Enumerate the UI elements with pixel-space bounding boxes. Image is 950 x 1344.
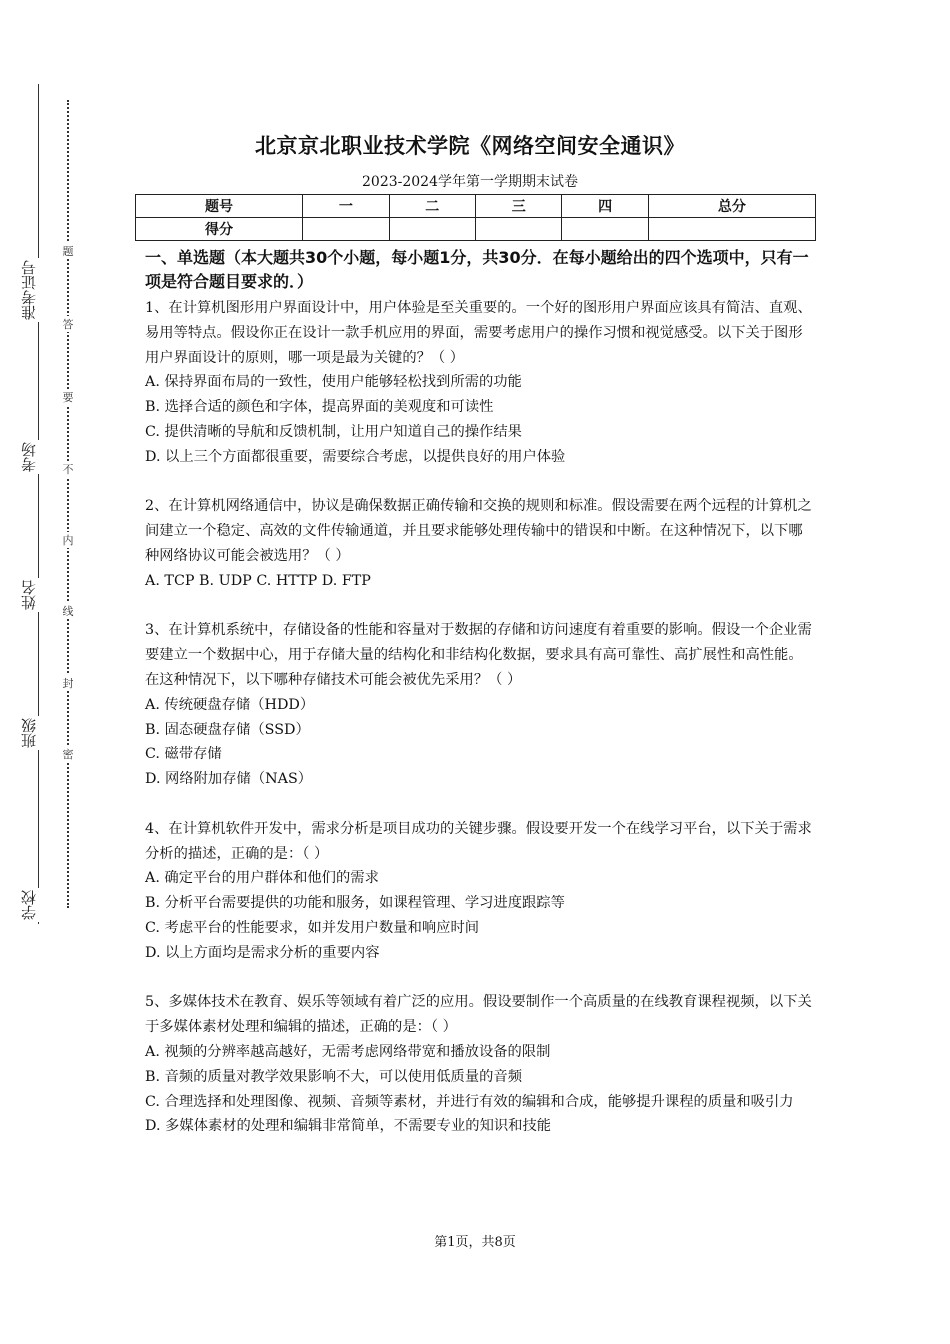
score-cell [389, 218, 475, 241]
question-option: C. 考虑平台的性能要求，如并发用户数量和响应时间 [145, 919, 480, 936]
question-text: 1、在计算机图形用户界面设计中，用户体验是至关重要的。一个好的图形用户界面应该具有简洁、直观、易用等特点。假设你正在设计一款手机应用的界面，需要考虑用户的操作习惯和视觉感受。以下关于图形用户界面设计的原则，哪一项是最为关键的？（ ） [145, 300, 812, 366]
question-option: C. 合理选择和处理图像、视频、音频等素材，并进行有效的编辑和合成，能够提升课程的质量和吸引力 [145, 1093, 794, 1110]
score-table [135, 194, 816, 241]
binding-label-class: 班级 [20, 718, 38, 748]
score-table-row-label: 得分 [136, 218, 303, 241]
question-option: D. 网络附加存储（NAS） [145, 771, 313, 788]
seal-char: 要 [62, 391, 74, 404]
question-option: A. 视频的分辨率越高越好，无需考虑网络带宽和播放设备的限制 [145, 1043, 551, 1060]
section-heading: 一、单选题（本大题共30个小题，每小题1分，共30分．在每小题给出的四个选项中，只有一项是符合题目要求的．） [145, 248, 809, 291]
question-option: B. 选择合适的颜色和字体，提高界面的美观度和可读性 [145, 399, 494, 416]
seal-char: 封 [62, 677, 74, 690]
question-option: A. 保持界面布局的一致性，使用户能够轻松找到所需的功能 [145, 374, 522, 391]
score-cell [303, 218, 389, 241]
question-text: 4、在计算机软件开发中，需求分析是项目成功的关键步骤。假设要开发一个在线学习平台，以下关于需求分析的描述，正确的是：（ ） [145, 820, 812, 862]
page-title: 北京京北职业技术学院《网络空间安全通识》 [255, 134, 685, 158]
question-5 [145, 990, 815, 1139]
seal-char: 不 [62, 463, 74, 476]
seal-char: 题 [62, 245, 74, 258]
score-table-header-cell: 总分 [648, 195, 815, 218]
score-table-header-cell: 三 [475, 195, 561, 218]
question-option: A. 确定平台的用户群体和他们的需求 [145, 870, 379, 887]
score-cell [648, 218, 815, 241]
question-option: C. 提供清晰的导航和反馈机制，让用户知道自己的操作结果 [145, 423, 522, 440]
binding-label-exam-id: 准考证号 [20, 260, 38, 320]
question-list [145, 296, 815, 1164]
question-option: C. 磁带存储 [145, 746, 222, 763]
question-option: B. 音频的质量对教学效果影响不大，可以使用低质量的音频 [145, 1068, 523, 1085]
binding-margin [0, 0, 110, 1344]
question-text: 3、在计算机系统中，存储设备的性能和容量对于数据的存储和访问速度有着重要的影响。假设一个企业需要建立一个数据中心，用于存储大量的结构化和非结构化数据，要求具有高可靠性、高扩展性和高性能。在这种情况下，以下哪种存储技术可能会被优先采用？（ ） [145, 622, 812, 688]
question-3 [145, 618, 815, 792]
score-table-header-cell: 题号 [136, 195, 303, 218]
score-cell [562, 218, 648, 241]
question-4 [145, 817, 815, 966]
question-option: B. 分析平台需要提供的功能和服务，如课程管理、学习进度跟踪等 [145, 895, 565, 912]
question-option: D. 多媒体素材的处理和编辑非常简单，不需要专业的知识和技能 [145, 1118, 552, 1135]
question-1 [145, 296, 815, 470]
question-option: D. 以上三个方面都很重要，需要综合考虑，以提供良好的用户体验 [145, 448, 566, 465]
exam-subtitle: 2023-2024学年第一学期期末试卷 [362, 174, 578, 190]
seal-char: 线 [62, 605, 74, 618]
question-option: B. 固态硬盘存储（SSD） [145, 721, 310, 738]
binding-label-exam-room: 考场 [20, 442, 38, 472]
question-2 [145, 494, 815, 593]
score-cell [475, 218, 561, 241]
binding-dotted-line [67, 100, 69, 908]
seal-char: 内 [62, 534, 74, 547]
question-text: 2、在计算机网络通信中，协议是确保数据正确传输和交换的规则和标准。假设需要在两个远程的计算机之间建立一个稳定、高效的文件传输通道，并且要求能够处理传输中的错误和中断。在这种情况下，以下哪种网络协议可能会被选用？（ ） [145, 498, 812, 564]
score-table-header-cell: 一 [303, 195, 389, 218]
question-option: D. 以上方面均是需求分析的重要内容 [145, 944, 380, 961]
binding-label-name: 姓名 [20, 580, 38, 610]
score-table-score-row [136, 218, 816, 241]
score-table-header-row [136, 195, 816, 218]
seal-char: 密 [62, 748, 74, 761]
binding-solid-line [38, 84, 39, 924]
score-table-header-cell: 四 [562, 195, 648, 218]
question-text: 5、多媒体技术在教育、娱乐等领域有着广泛的应用。假设要制作一个高质量的在线教育课程视频，以下关于多媒体素材处理和编辑的描述，正确的是：（ ） [145, 994, 812, 1036]
question-option: A. 传统硬盘存储（HDD） [145, 696, 315, 713]
page-footer: 第1页，共8页 [434, 1235, 516, 1250]
binding-label-school: 学校 [20, 890, 38, 920]
seal-char: 答 [62, 318, 74, 331]
score-table-header-cell: 二 [389, 195, 475, 218]
question-option: A. TCP B. UDP C. HTTP D. FTP [145, 572, 371, 589]
